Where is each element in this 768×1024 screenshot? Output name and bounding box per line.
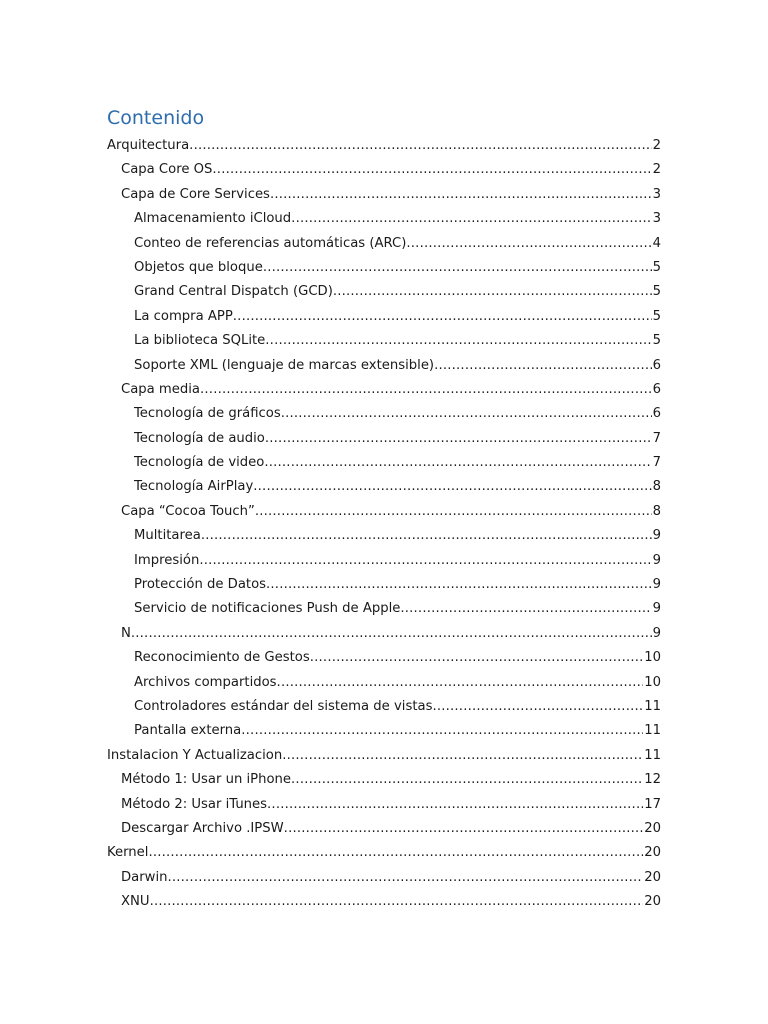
toc-dot-leader <box>333 280 652 304</box>
toc-entry-page-number: 3 <box>652 211 661 227</box>
toc-entry-page-number: 20 <box>644 820 661 836</box>
toc-entry-page-number: 5 <box>652 333 661 349</box>
toc-entry-page-number: 7 <box>652 455 661 471</box>
toc-entry-page-number: 6 <box>652 357 661 373</box>
document-page <box>107 106 661 915</box>
toc-entry-label: Controladores estándar del sistema de vistas <box>134 698 433 714</box>
toc-entry-page-number: 9 <box>652 601 661 617</box>
toc-entry-label: Almacenamiento iCloud <box>134 211 292 227</box>
toc-dot-leader <box>265 427 652 451</box>
toc-entry[interactable] <box>107 427 661 451</box>
toc-entry-label: Capa de Core Services <box>121 186 270 202</box>
toc-entry-label: XNU <box>121 894 150 910</box>
toc-entry[interactable] <box>107 256 661 280</box>
table-of-contents <box>107 134 661 915</box>
toc-entry-page-number: 8 <box>652 503 661 519</box>
toc-entry-label: Reconocimiento de Gestos <box>134 650 310 666</box>
toc-dot-leader <box>212 158 651 182</box>
toc-entry-label: Kernel <box>107 845 149 861</box>
toc-entry-page-number: 20 <box>644 869 661 885</box>
toc-entry-label: Capa media <box>121 381 201 397</box>
toc-dot-leader <box>200 378 652 402</box>
toc-entry-label: Tecnología de gráficos <box>134 406 281 422</box>
toc-entry[interactable] <box>107 793 661 817</box>
toc-dot-leader <box>432 695 643 719</box>
toc-entry-page-number: 2 <box>652 162 661 178</box>
toc-entry-page-number: 20 <box>644 894 661 910</box>
toc-entry[interactable] <box>107 475 661 499</box>
toc-entry[interactable] <box>107 402 661 426</box>
toc-entry[interactable] <box>107 280 661 304</box>
toc-entry-label: Impresión <box>134 552 200 568</box>
toc-entry-label: Método 2: Usar iTunes <box>121 796 268 812</box>
toc-entry-page-number: 17 <box>644 796 661 812</box>
toc-entry-page-number: 20 <box>644 845 661 861</box>
toc-entry[interactable] <box>107 134 661 158</box>
toc-dot-leader <box>281 402 652 426</box>
toc-dot-leader <box>199 549 651 573</box>
toc-entry[interactable] <box>107 671 661 695</box>
toc-dot-leader <box>277 671 644 695</box>
toc-dot-leader <box>270 183 652 207</box>
toc-entry[interactable] <box>107 695 661 719</box>
toc-entry-label: Tecnología de audio <box>134 430 265 446</box>
toc-entry-page-number: 2 <box>652 138 661 153</box>
toc-entry-page-number: 5 <box>652 308 661 324</box>
toc-entry[interactable] <box>107 378 661 402</box>
toc-dot-leader <box>233 305 652 329</box>
toc-entry-label: Capa Core OS <box>121 162 213 178</box>
toc-dot-leader <box>434 354 652 378</box>
toc-entry-page-number: 9 <box>652 577 661 593</box>
toc-entry-label: Protección de Datos <box>134 577 267 593</box>
toc-entry[interactable] <box>107 354 661 378</box>
toc-dot-leader <box>310 646 643 670</box>
toc-entry-label: La biblioteca SQLite <box>134 333 266 349</box>
toc-entry[interactable] <box>107 500 661 524</box>
toc-entry[interactable] <box>107 329 661 353</box>
toc-entry-label: Arquitectura <box>107 138 190 153</box>
toc-entry[interactable] <box>107 549 661 573</box>
toc-entry[interactable] <box>107 768 661 792</box>
toc-entry[interactable] <box>107 158 661 182</box>
toc-entry[interactable] <box>107 597 661 621</box>
toc-entry-page-number: 9 <box>652 625 661 641</box>
toc-entry-label: Servicio de notificaciones Push de Apple <box>134 601 401 617</box>
toc-entry-page-number: 11 <box>644 723 661 739</box>
toc-dot-leader <box>263 256 652 280</box>
toc-entry-label: Archivos compartidos <box>134 674 277 690</box>
toc-entry-label: Grand Central Dispatch (GCD) <box>134 284 333 300</box>
toc-dot-leader <box>241 719 643 743</box>
toc-dot-leader <box>189 134 651 158</box>
toc-entry-page-number: 10 <box>644 674 661 690</box>
toc-title: Contenido <box>107 107 205 129</box>
toc-entry-label: Darwin <box>121 869 168 885</box>
toc-entry-label: Método 1: Usar un iPhone <box>121 772 292 788</box>
toc-entry[interactable] <box>107 890 661 914</box>
toc-dot-leader <box>291 768 643 792</box>
toc-entry[interactable] <box>107 646 661 670</box>
toc-entry-page-number: 6 <box>652 381 661 397</box>
toc-dot-leader <box>400 597 651 621</box>
toc-entry[interactable] <box>107 817 661 841</box>
toc-dot-leader <box>253 475 651 499</box>
toc-dot-leader <box>255 500 652 524</box>
toc-entry[interactable] <box>107 622 661 646</box>
toc-entry-label: N <box>121 625 131 641</box>
toc-entry-label: Capa “Cocoa Touch” <box>121 503 255 519</box>
toc-dot-leader <box>266 573 652 597</box>
toc-entry-page-number: 9 <box>652 552 661 568</box>
toc-entry[interactable] <box>107 207 661 231</box>
toc-entry[interactable] <box>107 232 661 256</box>
toc-entry-page-number: 5 <box>652 259 661 275</box>
toc-dot-leader <box>291 207 651 231</box>
toc-dot-leader <box>406 232 651 256</box>
toc-entry-page-number: 12 <box>644 772 661 788</box>
toc-entry-label: Objetos que bloque <box>134 259 263 275</box>
toc-entry[interactable] <box>107 183 661 207</box>
toc-entry[interactable] <box>107 744 661 768</box>
toc-dot-leader <box>284 817 644 841</box>
toc-entry-page-number: 11 <box>644 698 661 714</box>
toc-dot-leader <box>282 744 643 768</box>
toc-dot-leader <box>201 524 652 548</box>
toc-entry[interactable] <box>107 573 661 597</box>
toc-entry-label: Conteo de referencias automáticas (ARC) <box>134 235 407 251</box>
toc-entry[interactable] <box>107 866 661 890</box>
toc-entry-page-number: 3 <box>652 186 661 202</box>
toc-dot-leader <box>264 451 651 475</box>
toc-entry-page-number: 11 <box>644 747 661 763</box>
toc-entry-page-number: 9 <box>652 528 661 544</box>
toc-entry-page-number: 5 <box>652 284 661 300</box>
toc-entry-page-number: 4 <box>652 235 661 251</box>
toc-dot-leader <box>267 793 643 817</box>
toc-dot-leader <box>131 622 652 646</box>
toc-entry-page-number: 6 <box>652 406 661 422</box>
toc-dot-leader <box>167 866 643 890</box>
toc-entry[interactable] <box>107 524 661 548</box>
toc-entry-label: Descargar Archivo .IPSW <box>121 820 284 836</box>
toc-entry[interactable] <box>107 841 661 865</box>
toc-entry-label: Tecnología AirPlay <box>134 479 254 495</box>
toc-entry-label: Multitarea <box>134 528 201 544</box>
toc-entry[interactable] <box>107 305 661 329</box>
toc-entry-label: Instalacion Y Actualizacion <box>107 747 283 763</box>
toc-entry-label: La compra APP <box>134 308 233 324</box>
toc-dot-leader <box>150 890 644 914</box>
toc-entry-label: Pantalla externa <box>134 723 242 739</box>
toc-entry-page-number: 10 <box>644 650 661 666</box>
toc-entry-label: Tecnología de video <box>134 455 265 471</box>
toc-dot-leader <box>148 841 643 865</box>
toc-entry-page-number: 7 <box>652 430 661 446</box>
toc-dot-leader <box>265 329 651 353</box>
toc-entry[interactable] <box>107 451 661 475</box>
toc-entry-label: Soporte XML (lenguaje de marcas extensible) <box>134 357 435 373</box>
toc-entry[interactable] <box>107 719 661 743</box>
toc-entry-page-number: 8 <box>652 479 661 495</box>
